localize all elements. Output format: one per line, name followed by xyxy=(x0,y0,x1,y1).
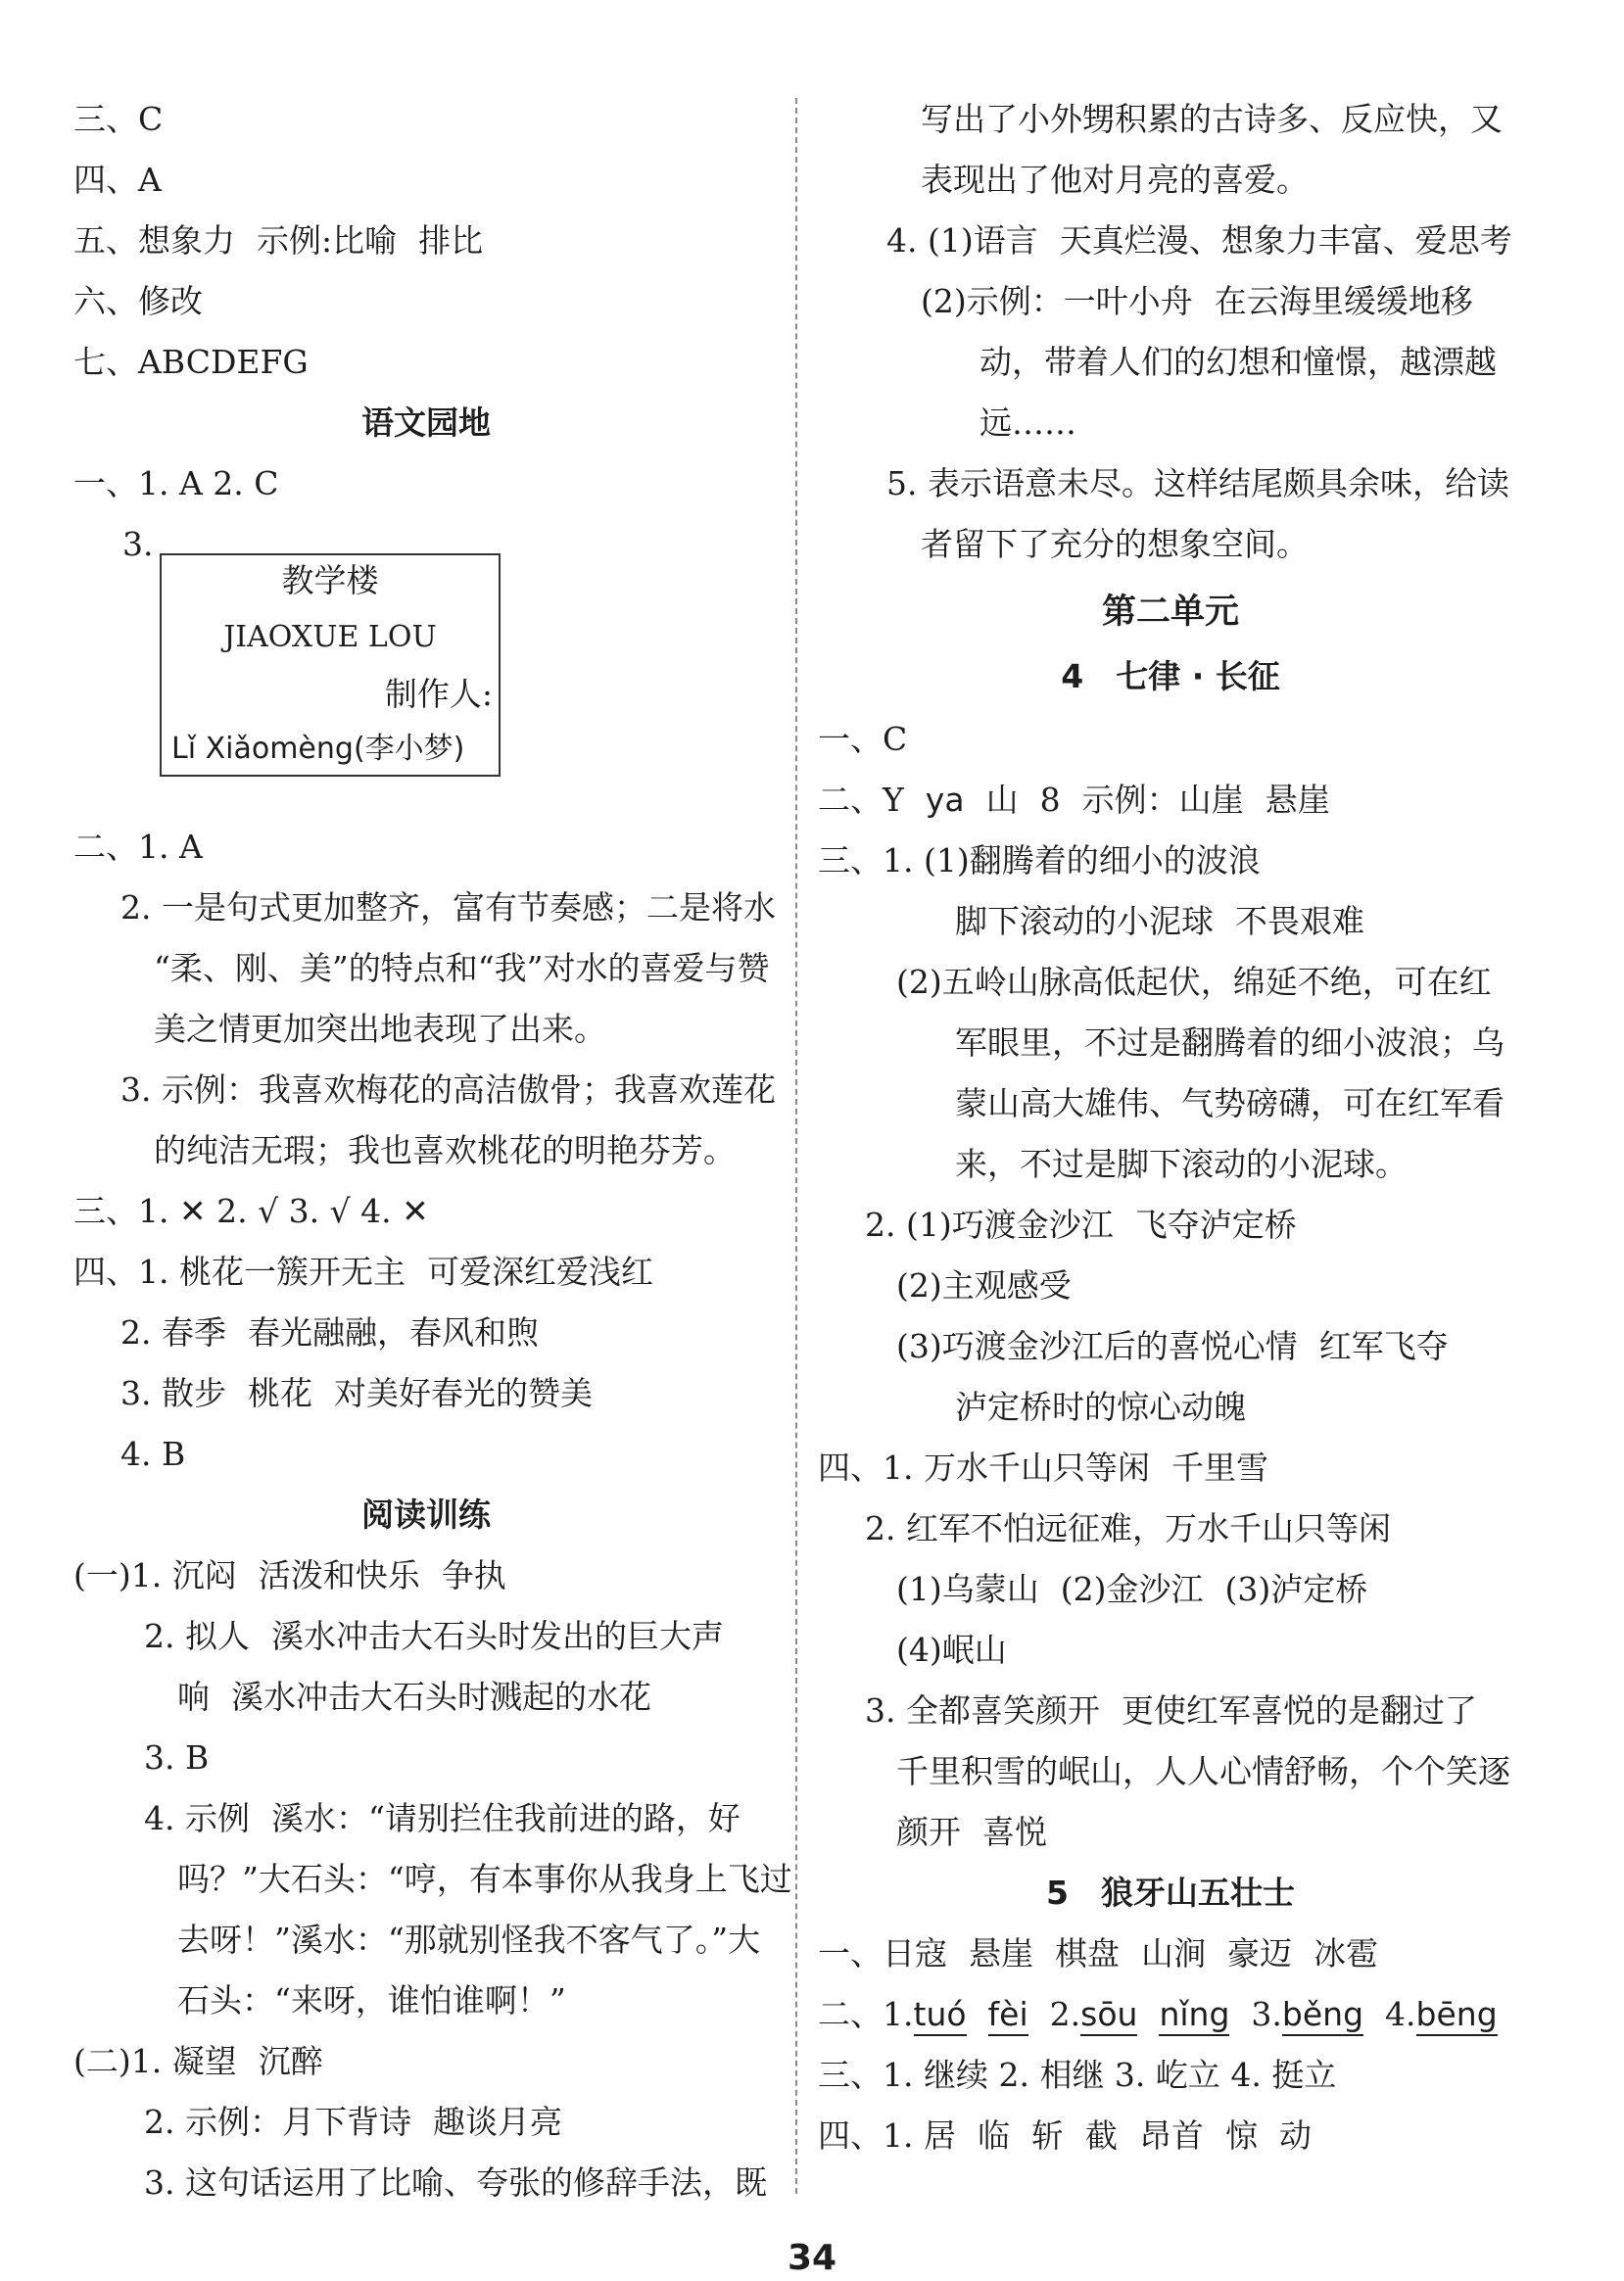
answer-line: 泸定桥时的惊心动魄 xyxy=(955,1388,1246,1426)
sign-maker-name: Lǐ Xiǎomèng(李小梦) xyxy=(171,732,465,766)
unit-heading: 第二单元 xyxy=(1101,593,1239,632)
answer-line: 2. 示例：月下背诗 趣谈月亮 xyxy=(144,2103,562,2141)
answer-line: 脚下滚动的小泥球 不畏艰难 xyxy=(955,902,1364,940)
answer-line: 二、Y ya 山 8 示例：山崖 悬崖 xyxy=(818,781,1330,819)
answer-line: 4. B xyxy=(120,1435,186,1473)
section-heading: 阅读训练 xyxy=(361,1496,491,1534)
answer-line: 一、日寇 悬崖 棋盘 山涧 豪迈 冰雹 xyxy=(818,1934,1378,1972)
answer-line: “柔、刚、美”的特点和“我”对水的喜爱与赞 xyxy=(154,949,770,987)
answer-line: 一、1. A 2. C xyxy=(73,464,279,502)
answer-line: 四、1. 居 临 斩 截 昂首 惊 动 xyxy=(818,2116,1312,2155)
right-column xyxy=(818,0,1523,2194)
answer-line: 军眼里，不过是翻腾着的细小波浪；乌 xyxy=(955,1023,1505,1062)
answer-line: (一)1. 沉闷 活泼和快乐 争执 xyxy=(73,1556,506,1594)
answer-line: 颜开 喜悦 xyxy=(896,1813,1047,1851)
answer-line: 石头：“来呀，谁怕谁啊！” xyxy=(177,1981,566,2020)
sign-pinyin: JIAOXUE LOU xyxy=(223,620,437,654)
answer-line: (2)主观感受 xyxy=(896,1266,1072,1305)
answer-line: 去呀！”溪水：“那就别怪我不客气了。”大 xyxy=(177,1921,761,1959)
column-divider xyxy=(795,98,797,2194)
answer-line: 三、1. 继续 2. 相继 3. 屹立 4. 挺立 xyxy=(818,2056,1337,2094)
left-column xyxy=(73,0,792,2202)
answer-line: 2. 红军不怕远征难，万水千山只等闲 xyxy=(865,1509,1391,1547)
answer-line: 五、想象力 示例:比喻 排比 xyxy=(73,221,484,260)
answer-line: (2)示例：一叶小舟 在云海里缓缓地移 xyxy=(921,282,1473,320)
answer-line: 5. 表示语意未尽。这样结尾颇具余味，给读 xyxy=(886,464,1509,502)
answer-line: (4)岷山 xyxy=(896,1631,1007,1669)
answer-line: 者留下了充分的想象空间。 xyxy=(921,525,1309,563)
answer-line: 七、ABCDEFG xyxy=(73,343,309,381)
sign-box xyxy=(160,553,501,777)
answer-line: 3. xyxy=(122,525,154,563)
answer-line: 动，带着人们的幻想和憧憬，越漂越 xyxy=(979,343,1497,381)
lesson-heading: 5 狼牙山五壮士 xyxy=(1046,1874,1295,1912)
answer-line: 四、1. 桃花一簇开无主 可爱深红爱浅红 xyxy=(73,1253,653,1291)
answer-line: 一、C xyxy=(818,720,908,758)
answer-line: 3. 这句话运用了比喻、夸张的修辞手法，既 xyxy=(144,2163,767,2202)
answer-line: 三、1. ✕ 2. √ 3. √ 4. ✕ xyxy=(73,1192,429,1230)
answer-line: (2)五岭山脉高低起伏，绵延不绝，可在红 xyxy=(896,963,1492,1001)
answer-line: 三、C xyxy=(73,100,164,138)
sign-maker-label: 制作人: xyxy=(384,675,493,713)
answer-line: 三、1. (1)翻腾着的细小的波浪 xyxy=(818,841,1261,879)
answer-line: 2. (1)巧渡金沙江 飞夺泸定桥 xyxy=(865,1206,1297,1244)
page-number: 34 xyxy=(787,2238,837,2278)
answer-line: 4. 示例 溪水：“请别拦住我前进的路，好 xyxy=(144,1799,740,1837)
answer-line: 2. 拟人 溪水冲击大石头时发出的巨大声 xyxy=(144,1617,724,1655)
answer-line: 二、1.tuó fèi 2.sōu nǐng 3.běng 4.bēng xyxy=(818,1995,1498,2034)
answer-line: 远…… xyxy=(979,404,1076,442)
answer-line: 2. 一是句式更加整齐，富有节奏感；二是将水 xyxy=(120,888,776,927)
answer-line: 2. 春季 春光融融，春风和煦 xyxy=(120,1313,539,1352)
answer-line: 来，不过是脚下滚动的小泥球。 xyxy=(955,1145,1408,1183)
sign-title: 教学楼 xyxy=(281,561,379,599)
answer-line: (3)巧渡金沙江后的喜悦心情 红军飞夺 xyxy=(896,1327,1449,1365)
answer-line: 蒙山高大雄伟、气势磅礴，可在红军看 xyxy=(955,1084,1505,1122)
answer-line: 四、1. 万水千山只等闲 千里雪 xyxy=(818,1449,1268,1487)
answer-line: 千里积雪的岷山，人人心情舒畅，个个笑逐 xyxy=(896,1752,1510,1790)
answer-line: 3. 散步 桃花 对美好春光的赞美 xyxy=(120,1374,593,1412)
answer-line: 3. 示例：我喜欢梅花的高洁傲骨；我喜欢莲花 xyxy=(120,1070,776,1109)
lesson-heading: 4 七律 · 长征 xyxy=(1061,657,1280,695)
section-heading: 语文园地 xyxy=(361,404,491,442)
answer-line: 吗？”大石头：“哼，有本事你从我身上飞过 xyxy=(177,1860,792,1898)
answer-line: 3. 全都喜笑颜开 更使红军喜悦的是翻过了 xyxy=(865,1691,1477,1730)
answer-line: 六、修改 xyxy=(73,282,203,320)
answer-line: 的纯洁无瑕；我也喜欢桃花的明艳芬芳。 xyxy=(154,1131,736,1169)
answer-line: 二、1. A xyxy=(73,828,203,866)
answer-line: 4. (1)语言 天真烂漫、想象力丰富、爱思考 xyxy=(886,221,1512,260)
answer-line: (1)乌蒙山 (2)金沙江 (3)泸定桥 xyxy=(896,1570,1368,1608)
answer-line: 美之情更加突出地表现了出来。 xyxy=(154,1010,606,1048)
answer-line: 3. B xyxy=(144,1738,210,1777)
answer-line: 四、A xyxy=(73,161,162,199)
answer-line: 响 溪水冲击大石头时溅起的水花 xyxy=(177,1678,651,1716)
answer-line: (二)1. 凝望 沉醉 xyxy=(73,2042,323,2080)
answer-line: 写出了小外甥积累的古诗多、反应快，又 xyxy=(921,100,1503,138)
answer-line: 表现出了他对月亮的喜爱。 xyxy=(921,161,1309,199)
